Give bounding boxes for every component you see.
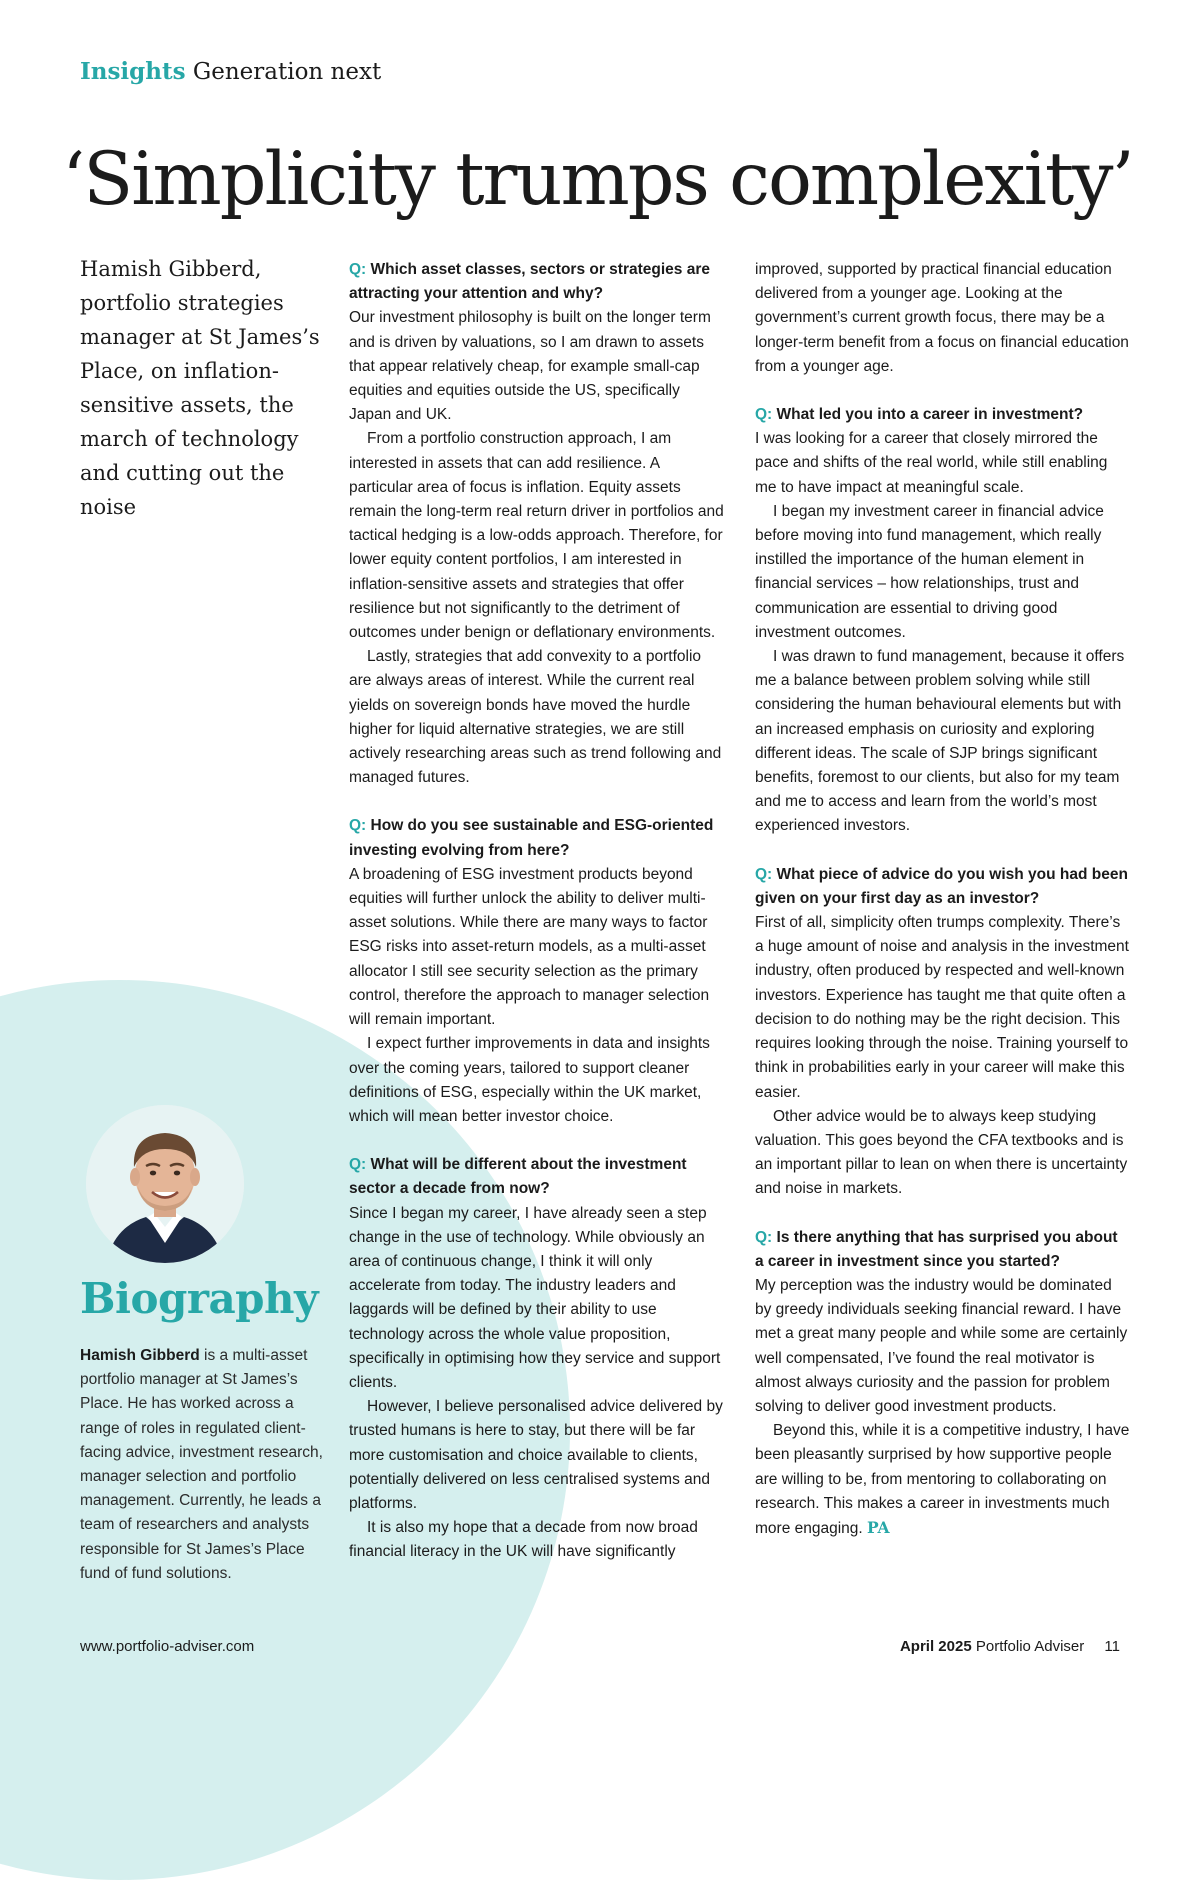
question-text: What will be different about the investment sector a decade from now? [349,1156,687,1198]
question-text: Which asset classes, sectors or strategies are attracting your attention and why? [349,261,710,303]
interview-question [755,403,1130,427]
section-title: Generation next [192,59,382,85]
question-marker: Q: [349,817,367,835]
interview-question [349,1153,724,1201]
paragraph-spacer [349,790,724,814]
paragraph-text: My perception was the industry would be dominated by greedy individuals seeking financial reward. I have met a great many people and while some are certainly well compensated, I’ve found the real motivator is almost always curiosity and the passion for problem solving to deliver good investment products. [755,1276,1128,1415]
end-sign-mark: PA [867,1517,890,1537]
portrait-photo [86,1105,244,1263]
biography-heading: Biography [80,1274,318,1323]
question-marker: Q: [349,1156,367,1174]
answer-paragraph [755,500,1130,645]
answer-paragraph [755,1105,1130,1202]
paragraph-text: I expect further improvements in data and insights over the coming years, tailored to support cleaner definitions of ESG, especially within the UK market, which will mean better investor choice. [349,1035,710,1125]
answer-paragraph [349,1202,724,1396]
paragraph-text: improved, supported by practical financial education delivered from a younger age. Looking at the government’s current growth focus, there may be a longer-term benefit from a focus on financial education from a younger age. [755,261,1129,375]
paragraph-spacer [349,1129,724,1153]
paragraph-spacer [755,379,1130,403]
paragraph-text: I was drawn to fund management, because it offers me a balance between problem solving while still considering the human behavioural elements but with an increased emphasis on curiosity and exploring different ideas. The scale of SJP brings significant benefits, foremost to our clients, but also for my team and me to access and learn from the world’s most experienced investors. [755,648,1125,835]
section-label: Insights [80,58,186,85]
answer-paragraph [349,1032,724,1129]
question-text: Is there anything that has surprised you about a career in investment since you started? [755,1228,1118,1270]
standfirst: Hamish Gibberd, portfolio strategies manager at St James’s Place, on inflation-sensitive assets, the march of technology and cutting out the noise [80,257,320,519]
question-text: What piece of advice do you wish you had been given on your first day as an investor? [755,865,1128,907]
question-marker: Q: [755,1228,773,1246]
interview-question [349,258,724,306]
paragraph-spacer [755,1202,1130,1226]
interview-question [755,863,1130,911]
question-marker: Q: [755,865,773,883]
paragraph-text: Other advice would be to always keep studying valuation. This goes beyond the CFA textbooks and is an important pillar to lean on when there is uncertainty and noise in markets. [755,1107,1128,1198]
paragraph-text: Lastly, strategies that add convexity to a portfolio are always areas of interest. While the current real yields on sovereign bonds have moved the hurdle higher for liquid alternative strategies, we are still actively researching areas such as trend following and managed futures. [349,648,722,787]
footer-website: www.portfolio-adviser.com [80,1638,255,1655]
paragraph-text: A broadening of ESG investment products beyond equities will further unlock the ability to deliver multi-asset solutions. While there are many ways to factor ESG risks into asset-return models, as a multi-asset allocator I still see security selection as the primary control, therefore the approach to manager selection will remain important. [349,865,710,1029]
section-kicker [80,58,381,85]
article-column-2 [755,258,1130,1541]
biography-name: Hamish Gibberd [80,1347,200,1364]
answer-paragraph [349,306,724,427]
paragraph-spacer [755,839,1130,863]
article-column-1 [349,258,724,1565]
article-headline: ‘Simplicity trumps complexity’ [62,137,1133,222]
answer-paragraph [349,1395,724,1516]
paragraph-text: First of all, simplicity often trumps complexity. There’s a huge amount of noise and analysis in the investment industry, often produced by respected and well-known investors. Experience has taught me that quite often a decision to do nothing may be the right decision. This requires looking through the noise. Training yourself to think in probabilities early in your career will make this easier. [755,914,1129,1101]
answer-paragraph [349,863,724,1032]
answer-paragraph [755,645,1130,839]
question-text: What led you into a career in investment? [776,406,1084,424]
interview-question [349,814,724,862]
question-marker: Q: [349,261,367,278]
answer-paragraph [755,1274,1130,1419]
biography-text [80,1344,325,1586]
paragraph-text: Since I began my career, I have already seen a step change in the use of technology. While obviously an area of continuous change, I think it will only accelerate from today. The industry leaders and laggards will be defined by their ability to use technology across the whole value proposition, specifically in optimising how they service and support clients. [349,1204,721,1391]
answer-paragraph [755,1419,1130,1541]
person-portrait-icon [86,1105,244,1263]
answer-paragraph [349,645,724,790]
biography-body: is a multi-asset portfolio manager at St James’s Place. He has worked across a range of roles in regulated client-facing advice, investment research, manager selection and portfolio management. Currently, he leads a team of researchers and analysts responsible for St James’s Place fund of fund solutions. [80,1347,323,1582]
footer-issue-date: April 2025 [899,1638,972,1655]
question-text: How do you see sustainable and ESG-oriented investing evolving from here? [349,817,714,859]
interview-question [755,1226,1130,1274]
paragraph-text: However, I believe personalised advice delivered by trusted humans is here to stay, but there will be far more customisation and choice available to clients, potentially delivered on less centralised systems and platforms. [349,1398,723,1512]
footer-issue-info [900,1638,1120,1655]
paragraph-text: It is also my hope that a decade from now broad financial literacy in the UK will have significantly [349,1519,698,1561]
paragraph-text: I was looking for a career that closely mirrored the pace and shifts of the real world, while still enabling me to have impact at meaningful scale. [755,430,1108,496]
answer-paragraph [755,427,1130,500]
paragraph-text: Beyond this, while it is a competitive industry, I have been pleasantly surprised by how supportive people are willing to be, from mentoring to collaborating on research. This makes a career in investments much more engaging. [755,1422,1130,1537]
answer-paragraph [755,258,1130,379]
paragraph-text: I began my investment career in financial advice before moving into fund management, which really instilled the importance of the human element in financial services – how relationships, trust and communication are essential to driving good investment outcomes. [755,502,1104,641]
answer-paragraph [755,911,1130,1105]
footer-publication: Portfolio Adviser [975,1638,1085,1655]
question-marker: Q: [755,406,773,424]
paragraph-text: Our investment philosophy is built on the longer term and is driven by valuations, so I am drawn to assets that appear relatively cheap, for example small-cap equities and equities outside the US, specifically Japan and UK. [349,309,711,424]
paragraph-text: From a portfolio construction approach, I am interested in assets that can add resilience. A particular area of focus is inflation. Equity assets remain the long-term real return driver in portfolios and tactical hedging is a low-odds approach. Therefore, for lower equity content portfolios, I am interested in inflation-sensitive assets and strategies that offer resilience but not significantly to the detriment of outcomes under benign or deflationary environments. [349,430,724,642]
page-number: 11 [1104,1638,1120,1655]
answer-paragraph [349,1516,724,1564]
answer-paragraph [349,427,724,645]
